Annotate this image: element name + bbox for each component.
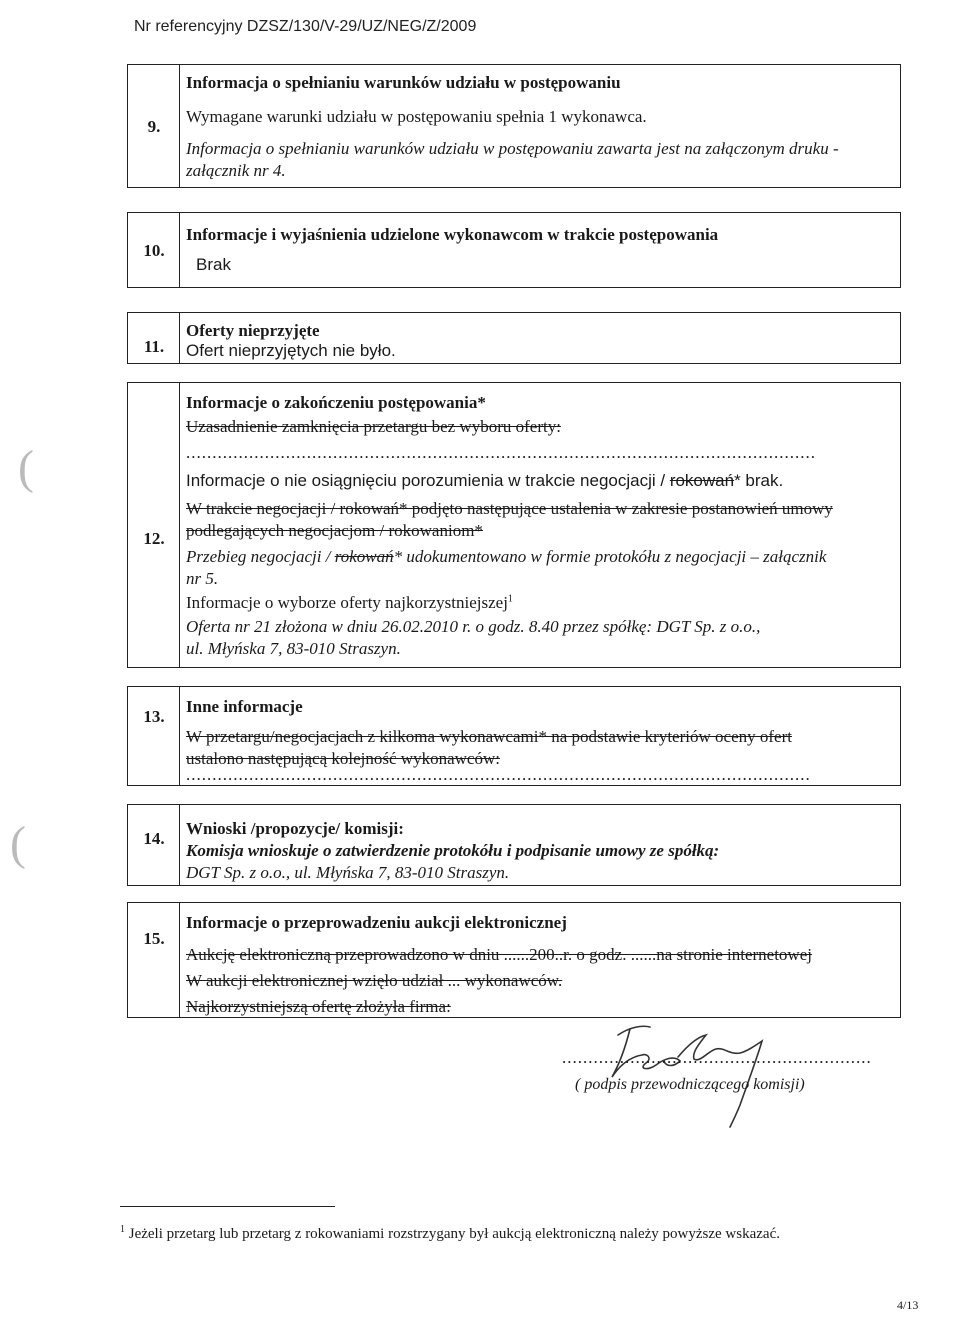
footnote-marker: 1 — [507, 593, 513, 605]
page-number: 4/13 — [897, 1298, 919, 1312]
footnote-text: Jeżeli przetarg lub przetarg z rokowaniami rozstrzygany był aukcją elektroniczną należy powyższe wskazać. — [125, 1226, 780, 1242]
section-title: Informacja o spełnianiu warunków udziału w postępowaniu — [186, 73, 621, 92]
text-line: załącznik nr 4. — [186, 161, 286, 180]
section-number: 15. — [143, 929, 165, 948]
section-number: 10. — [143, 241, 165, 260]
section-title: Informacje i wyjaśnienia udzielone wykonawcom w trakcie postępowania — [186, 225, 719, 244]
handwritten-signature — [590, 1015, 800, 1130]
signature-caption: ( podpis przewodniczącego komisji) — [575, 1076, 805, 1093]
struck-text: ustalono następującą kolejność wykonawców: — [186, 749, 500, 768]
section-number: 12. — [143, 529, 165, 548]
section-14 — [127, 804, 901, 886]
section-number: 9. — [147, 117, 161, 136]
scan-artifact: ( — [18, 441, 34, 494]
section-number-cell — [128, 805, 180, 885]
text-line — [186, 547, 826, 567]
section-number: 14. — [143, 829, 165, 848]
section-title: Informacje o zakończeniu postępowania* — [186, 393, 486, 412]
section-13 — [127, 686, 901, 786]
text-line: ul. Młyńska 7, 83-010 Straszyn. — [186, 639, 401, 658]
section-number-cell — [128, 903, 180, 1017]
struck-text: podlegających negocjacjom / rokowaniom* — [186, 521, 483, 540]
struck-text: Aukcję elektroniczną przeprowadzono w dniu ......200..r. o godz. ......na stronie internetowej — [186, 945, 812, 964]
text-line — [186, 593, 513, 613]
text-line: DGT Sp. z o.o., ul. Młyńska 7, 83-010 Straszyn. — [186, 863, 510, 882]
text-line: Komisja wnioskuje o zatwierdzenie protokółu i podpisanie umowy ze spółką: — [186, 841, 720, 860]
text-line: nr 5. — [186, 569, 219, 588]
section-title: Oferty nieprzyjęte — [186, 321, 320, 340]
section-number-cell — [128, 383, 180, 667]
text-line — [186, 471, 783, 491]
text-part: Informacje o wyborze oferty najkorzystniejszej — [186, 593, 508, 612]
section-number-cell — [128, 65, 180, 187]
document-reference-number: Nr referencyjny DZSZ/130/V-29/UZ/NEG/Z/2009 — [134, 18, 477, 35]
section-15 — [127, 902, 901, 1018]
section-number-cell — [128, 213, 180, 287]
footnote — [120, 1224, 780, 1243]
struck-text: W przetargu/negocjacjach z kilkoma wykonawcami* na podstawie kryteriów oceny ofert — [186, 727, 792, 746]
struck-text: W aukcji elektronicznej wzięło udział ... wykonawców. — [186, 971, 563, 990]
section-10 — [127, 212, 901, 288]
text-line: Wymagane warunki udziału w postępowaniu spełnia 1 wykonawca. — [186, 107, 647, 126]
struck-text: Uzasadnienie zamknięcia przetargu bez wyboru oferty: — [186, 417, 561, 436]
section-title: Informacje o przeprowadzeniu aukcji elektronicznej — [186, 913, 567, 932]
text-line: Oferta nr 21 złożona w dniu 26.02.2010 r. o godz. 8.40 przez spółkę: DGT Sp. z o.o., — [186, 617, 761, 636]
text-part: Przebieg negocjacji / — [186, 547, 335, 566]
struck-text: W trakcie negocjacji / rokowań* podjęto następujące ustalenia w zakresie postanowień umowy — [186, 499, 833, 518]
section-12 — [127, 382, 901, 668]
dotted-line: ....................................................................................................................... — [186, 765, 811, 784]
text-line: Informacja o spełnianiu warunków udziału w postępowaniu zawarta jest na załączonym druku - — [186, 139, 839, 158]
text-part: Informacje o nie osiągnięciu porozumienia w trakcie negocjacji / — [186, 471, 670, 490]
section-number-cell — [128, 687, 180, 785]
scan-artifact: ( — [10, 817, 26, 870]
struck-text: Najkorzystniejszą ofertę złożyła firma: — [186, 997, 451, 1016]
struck-text: rokowań — [669, 471, 735, 490]
section-9 — [127, 64, 901, 188]
section-title: Wnioski /propozycje/ komisji: — [186, 819, 404, 838]
text-line: Ofert nieprzyjętych nie było. — [186, 341, 396, 360]
section-11 — [127, 312, 901, 364]
text-part: * brak. — [734, 471, 784, 490]
section-number-cell — [128, 313, 180, 363]
signature-dotted-line: ........................................................... — [562, 1048, 872, 1067]
footnote-marker: 1 — [120, 1224, 125, 1235]
footnote-divider — [120, 1206, 335, 1207]
section-number: 11. — [143, 337, 165, 356]
text-part: * udokumentowano w formie protokółu z negocjacji – załącznik — [393, 547, 827, 566]
section-number: 13. — [143, 707, 165, 726]
section-title: Inne informacje — [186, 697, 303, 716]
dotted-line: ........................................................................................................................ — [186, 443, 816, 462]
struck-text: rokowań — [334, 547, 394, 566]
text-line: Brak — [196, 255, 231, 274]
